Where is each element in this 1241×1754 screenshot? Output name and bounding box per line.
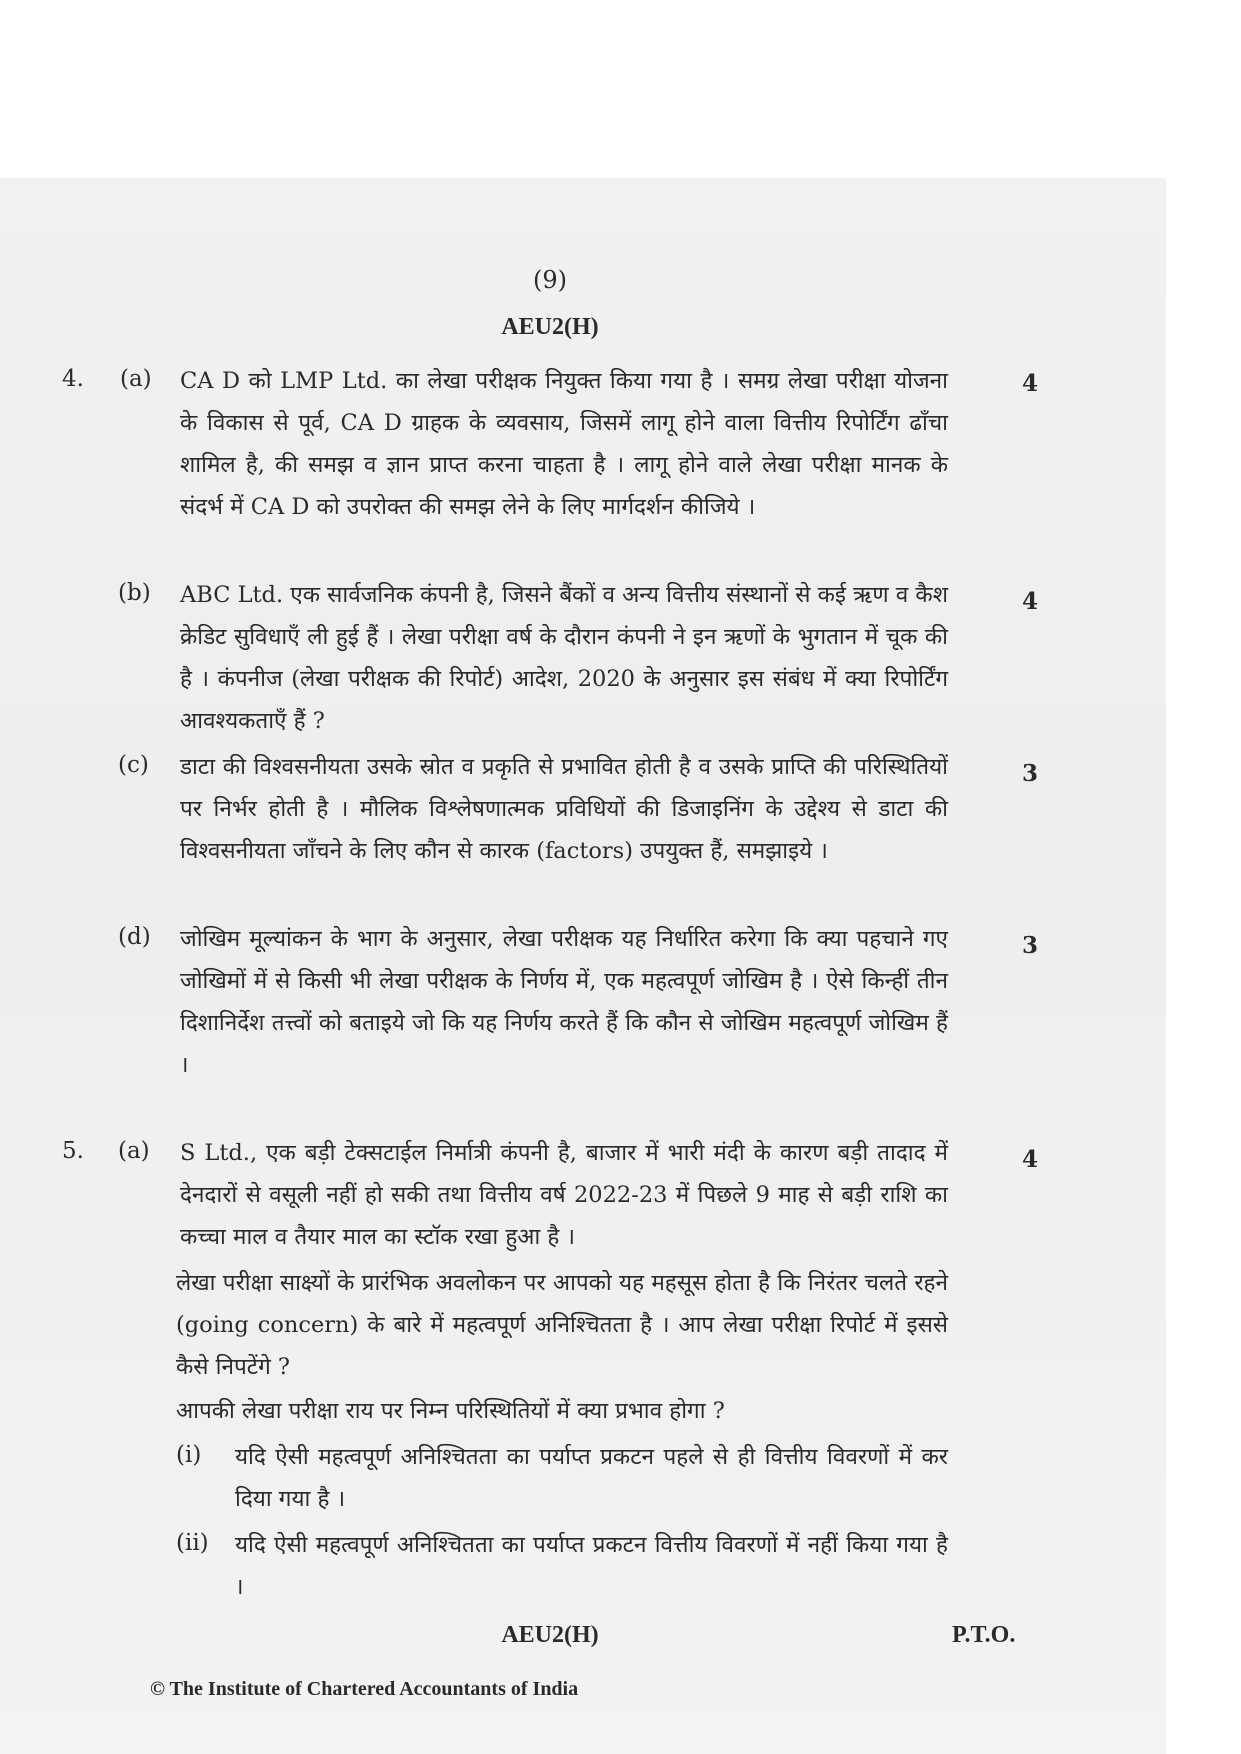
marks: 4	[1022, 370, 1039, 397]
paper-code-header: AEU2(H)	[501, 314, 599, 340]
question-text: लेखा परीक्षा साक्ष्यों के प्रारंभिक अवलोकन पर आपको यह महसूस होता है कि निरंतर चलते रहने (going concern) के बारे में महत्वपूर्ण अनिश्चितता है । आप लेखा परीक्षा रिपोर्ट में इससे कैसे निपटेंगे ?	[176, 1270, 948, 1380]
subpart-text: यदि ऐसी महत्वपूर्ण अनिश्चितता का पर्याप्त प्रकटन पहले से ही वित्तीय विवरणों में कर दिया गया है ।	[235, 1444, 948, 1512]
paper-code-footer: AEU2(H)	[501, 1622, 599, 1648]
marks: 3	[1022, 760, 1039, 787]
marks: 4	[1022, 588, 1039, 615]
page-turn-over: P.T.O.	[952, 1622, 1016, 1648]
subpart-text: यदि ऐसी महत्वपूर्ण अनिश्चितता का पर्याप्त प्रकटन वित्तीय विवरणों में नहीं किया गया है ।	[235, 1532, 948, 1600]
marks: 3	[1022, 932, 1039, 959]
subpart-label: (i)	[176, 1442, 202, 1468]
question-text: ABC Ltd. एक सार्वजनिक कंपनी है, जिसने बैंकों व अन्य वित्तीय संस्थानों से कई ऋण व कैश क्रेडिट सुविधाएँ ली हुई हैं । लेखा परीक्षा वर्ष के दौरान कंपनी ने इन ऋणों के भुगतान में चूक की है । कंपनीज (लेखा परीक्षक की रिपोर्ट) आदेश, 2020 के अनुसार इस संबंध में क्या रिपोर्टिंग आवश्यकताएँ हैं ?	[180, 582, 948, 734]
part-label: (c)	[118, 752, 149, 778]
page-number: (9)	[533, 266, 567, 294]
part-label: (d)	[118, 924, 151, 950]
copyright-notice: © The Institute of Chartered Accountants of India	[150, 1678, 579, 1700]
page-margin	[1166, 178, 1241, 1754]
question-number: 5.	[62, 1138, 84, 1164]
question-text: CA D को LMP Ltd. का लेखा परीक्षक नियुक्त किया गया है । समग्र लेखा परीक्षा योजना के विकास से पूर्व, CA D ग्राहक के व्यवसाय, जिसमें लागू होने वाला वित्तीय रिपोर्टिंग ढाँचा शामिल है, की समझ व ज्ञान प्राप्त करना चाहता है । लागू होने वाले लेखा परीक्षा मानक के संदर्भ में CA D को उपरोक्त की समझ लेने के लिए मार्गदर्शन कीजिये ।	[180, 368, 948, 520]
part-label: (a)	[118, 1138, 150, 1164]
part-label: (b)	[118, 580, 151, 606]
part-label: (a)	[120, 366, 152, 392]
question-text: जोखिम मूल्यांकन के भाग के अनुसार, लेखा परीक्षक यह निर्धारित करेगा कि क्या पहचाने गए जोखिमों में से किसी भी लेखा परीक्षक के निर्णय में, एक महत्वपूर्ण जोखिम है । ऐसे किन्हीं तीन दिशानिर्देश तत्त्वों को बताइये जो कि यह निर्णय करते हैं कि कौन से जोखिम महत्वपूर्ण जोखिम हैं ।	[180, 926, 948, 1078]
marks: 4	[1022, 1146, 1039, 1173]
question-text: S Ltd., एक बड़ी टेक्सटाईल निर्मात्री कंपनी है, बाजार में भारी मंदी के कारण बड़ी तादाद में देनदारों से वसूली नहीं हो सकी तथा वित्तीय वर्ष 2022-23 में पिछले 9 माह से बड़ी राशि का कच्चा माल व तैयार माल का स्टॉक रखा हुआ है ।	[180, 1140, 948, 1250]
question-number: 4.	[62, 366, 84, 392]
question-text: डाटा की विश्वसनीयता उसके स्रोत व प्रकृति से प्रभावित होती है व उसके प्राप्ति की परिस्थितियों पर निर्भर होती है । मौलिक विश्लेषणात्मक प्रविधियों की डिजाइनिंग के उद्देश्य से डाटा की विश्वसनीयता जाँचने के लिए कौन से कारक (factors) उपयुक्त हैं, समझाइये ।	[180, 754, 948, 864]
subpart-label: (ii)	[176, 1530, 209, 1556]
question-text: आपकी लेखा परीक्षा राय पर निम्न परिस्थितियों में क्या प्रभाव होगा ?	[176, 1398, 725, 1424]
